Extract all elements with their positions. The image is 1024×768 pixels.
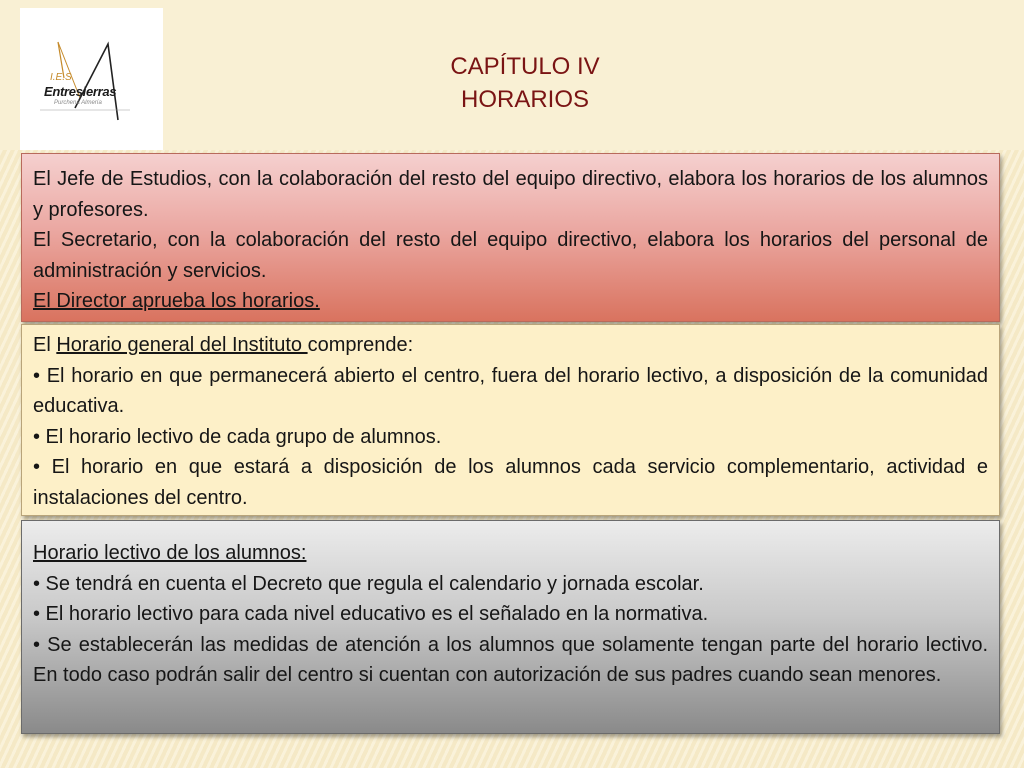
- box1-paragraph-1: El Jefe de Estudios, con la colaboración del resto del equipo directivo, elabora los horarios de los alumnos y profesores.: [33, 168, 988, 221]
- title-line-2: HORARIOS: [460, 86, 589, 113]
- box3-item-1: • Se tendrá en cuenta el Decreto que regula el calendario y jornada escolar.: [33, 572, 704, 595]
- horario-lectivo-box: [21, 520, 1000, 734]
- box2-intro-underlined: Horario general del Instituto: [56, 334, 308, 356]
- box1-paragraph-2: El Secretario, con la colaboración del resto del equipo directivo, elabora los horarios del personal de administración y servicios.: [33, 229, 988, 282]
- box3-heading: Horario lectivo de los alumnos:: [33, 542, 307, 564]
- box2-intro-prefix: El: [33, 334, 57, 356]
- jefe-estudios-box: [21, 153, 1000, 322]
- title-line-1: CAPÍTULO IV: [450, 53, 600, 80]
- box2-item-1: • El horario en que permanecerá abierto el centro, fuera del horario lectivo, a disposición de la comunidad educativa.: [33, 364, 988, 417]
- box2-intro-suffix: comprende:: [307, 334, 414, 356]
- slide-title: [400, 50, 650, 116]
- logo-name-text: Entresierras: [44, 84, 117, 99]
- box2-intro: [33, 330, 988, 361]
- box1-paragraph-3: El Director aprueba los horarios.: [33, 290, 320, 312]
- logo-ies-text: I.E.S: [50, 72, 72, 83]
- box2-item-3: • El horario en que estará a disposición de los alumnos cada servicio complementario, actividad e instalaciones del centro.: [33, 456, 988, 509]
- box2-item-2: • El horario lectivo de cada grupo de alumnos.: [33, 425, 442, 448]
- logo-place-text: Purchena Almería: [54, 100, 102, 106]
- school-logo: [20, 8, 163, 150]
- logo-mountain-icon: [20, 8, 163, 150]
- box3-item-3: • Se establecerán las medidas de atención a los alumnos que solamente tengan parte del horario lectivo. En todo caso podrán salir del centro si cuentan con autorización de sus padres cuando sean menores.: [33, 633, 988, 686]
- box3-item-2: • El horario lectivo para cada nivel educativo es el señalado en la normativa.: [33, 603, 709, 625]
- horario-general-box: [21, 324, 1000, 516]
